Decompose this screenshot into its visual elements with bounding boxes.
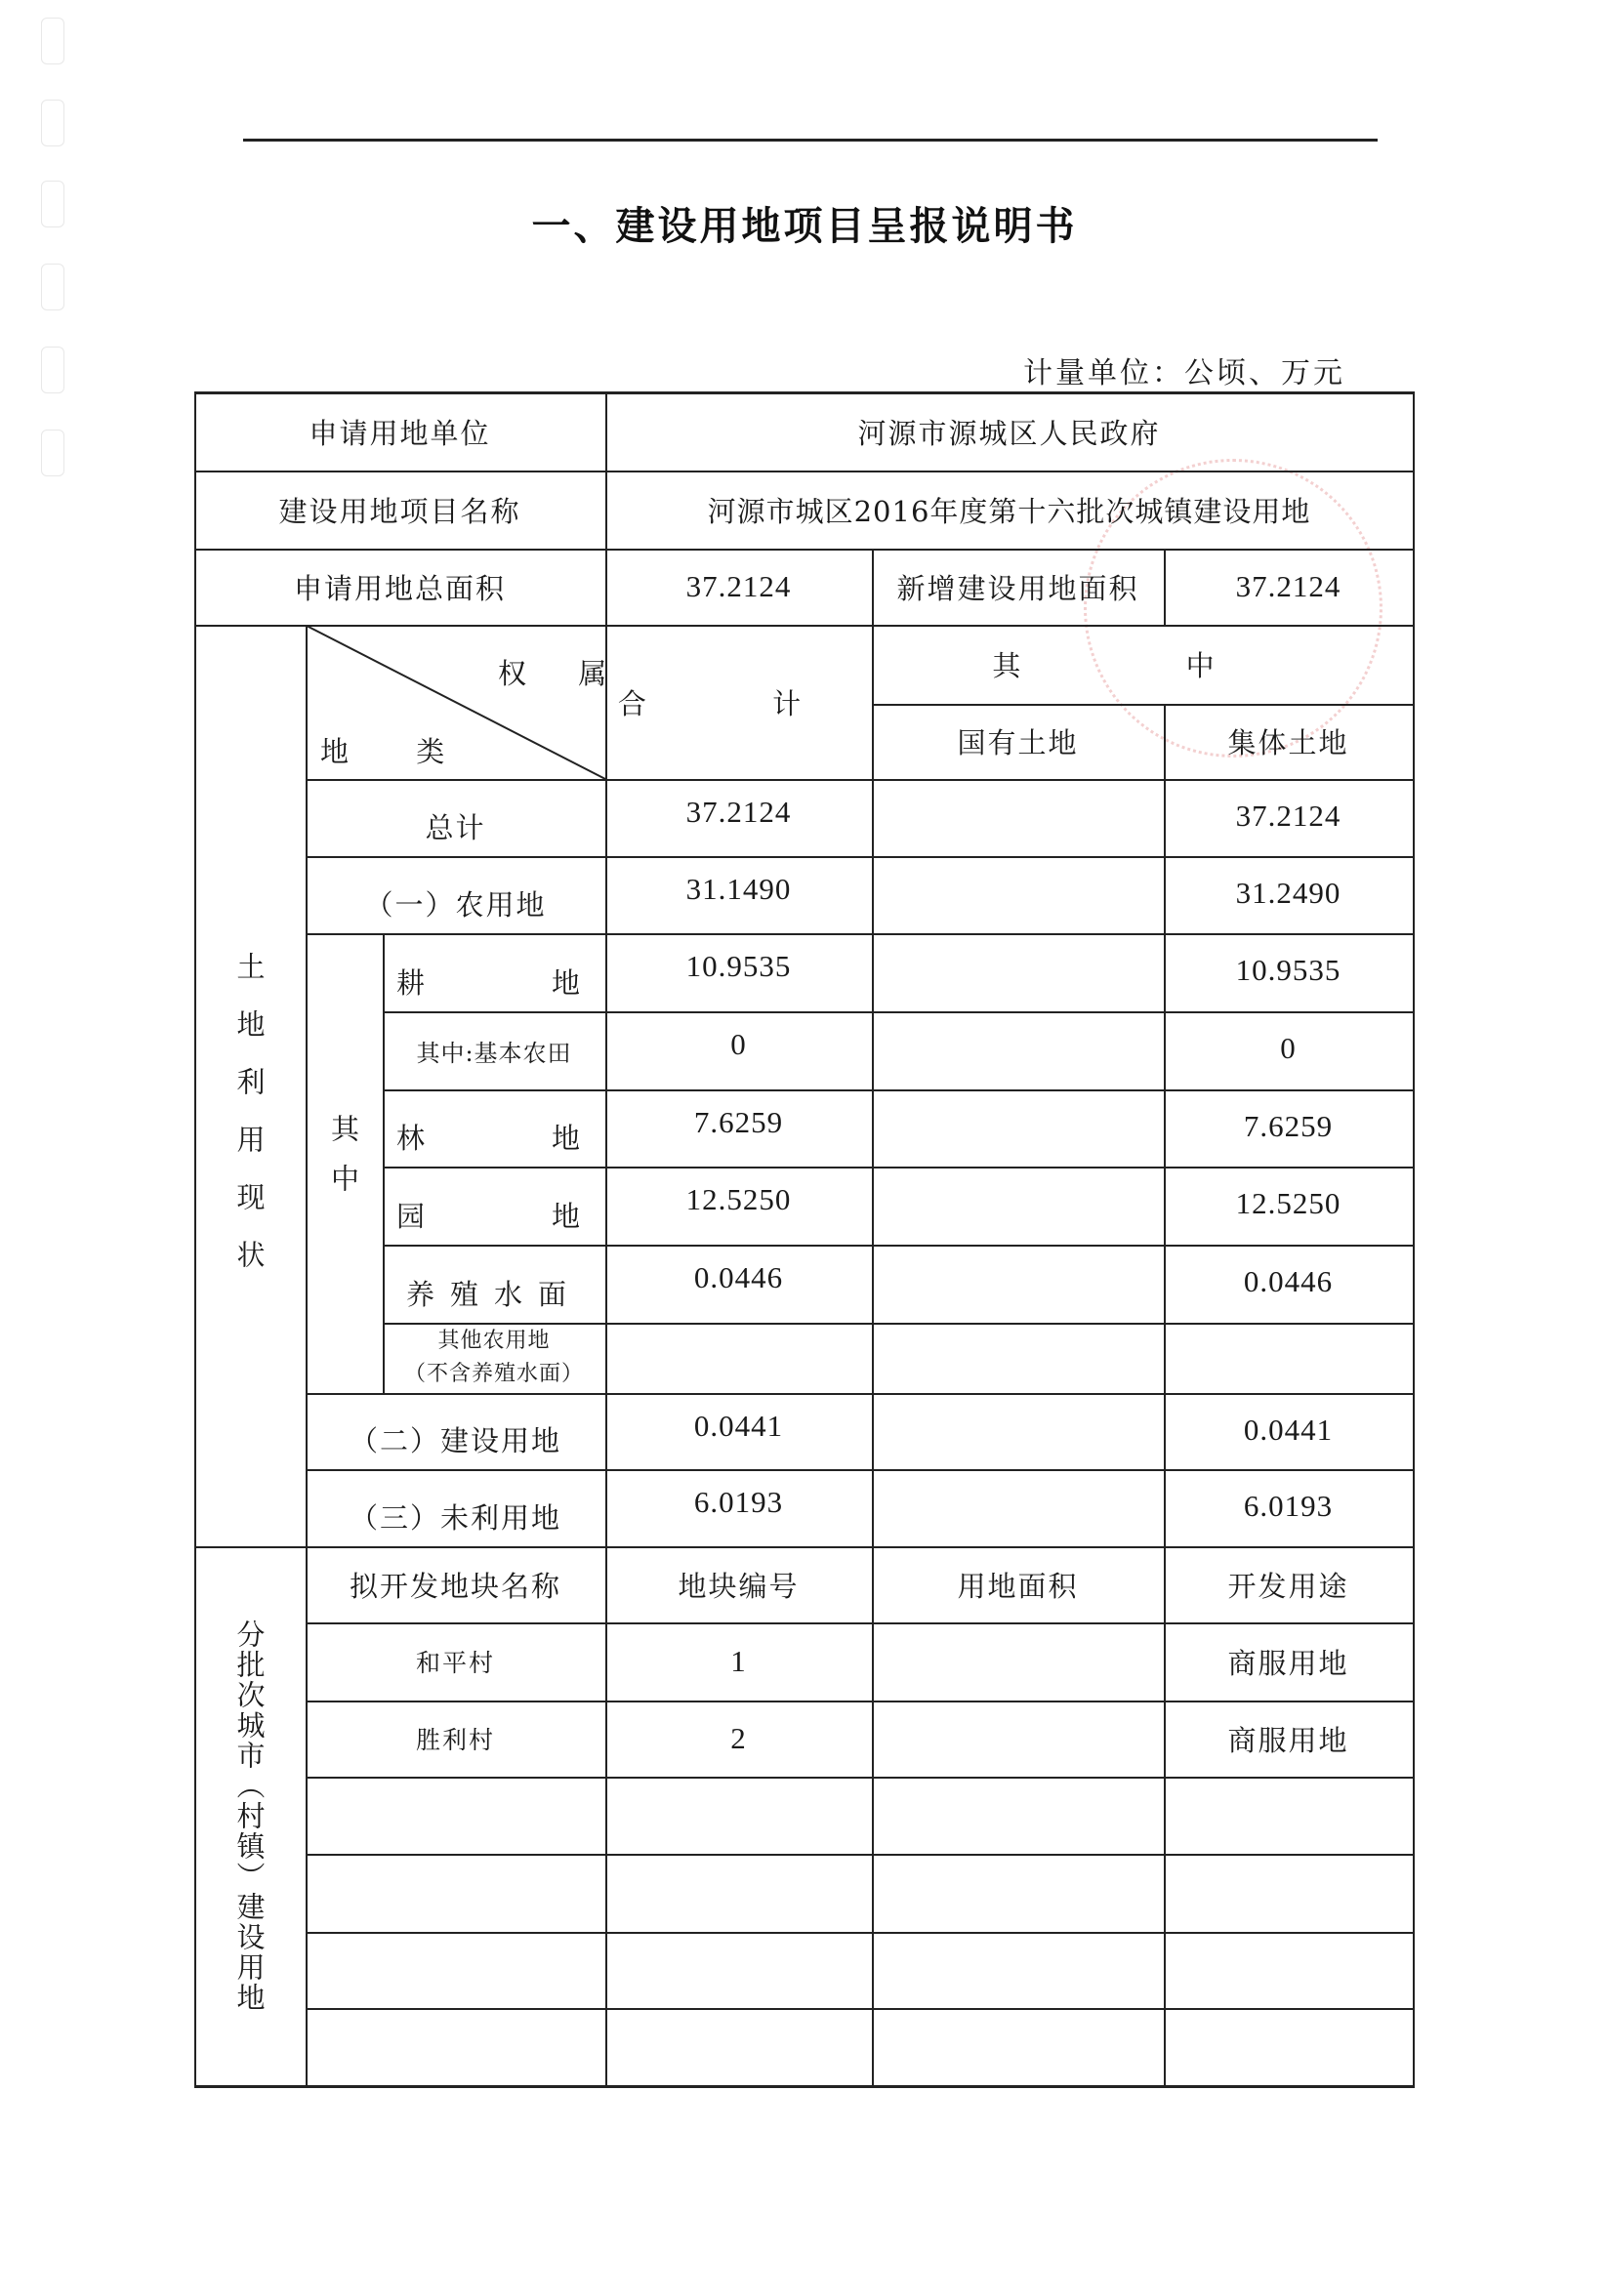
batch-col-header: 开发用途 (1227, 1569, 1349, 1603)
row-label-char: 园 (396, 1200, 428, 1233)
applicant-value: 河源市源城区人民政府 (857, 416, 1161, 450)
cell-collective: 0.0441 (1243, 1413, 1334, 1447)
row-label: （三）未利用地 (349, 1501, 561, 1535)
cell-plot-name: 胜利村 (415, 1726, 495, 1754)
cell-collective: 0.0446 (1243, 1264, 1334, 1298)
of-which-side-label: 其中 (327, 1114, 360, 1213)
col-header-state-owned: 国有土地 (957, 726, 1079, 759)
row-label: 总计 (425, 811, 486, 844)
cell-plot-name: 和平村 (415, 1649, 495, 1677)
cell-total: 0 (730, 1027, 747, 1061)
binding-hole-mark (41, 347, 64, 393)
new-area-value: 37.2124 (1235, 569, 1341, 603)
col-header-collective: 集体土地 (1227, 726, 1349, 759)
row-label (383, 933, 605, 1011)
cell-plot-number (605, 2008, 872, 2085)
new-area-label: 新增建设用地面积 (896, 571, 1139, 605)
cell-collective: 0 (1280, 1031, 1297, 1065)
row-label (383, 1323, 605, 1393)
row-label-line2: （不含养殖水面） (403, 1362, 584, 1386)
cell-state-owned (872, 1393, 1164, 1469)
binding-hole-mark (41, 100, 64, 146)
row-label-char: 地 (551, 1122, 582, 1155)
cell-collective: 37.2124 (1235, 799, 1341, 833)
cell-plot-number (605, 1854, 872, 1932)
cell-plot-area (872, 1932, 1164, 2008)
project-name-label: 建设用地项目名称 (278, 494, 521, 528)
cell-plot-number: 2 (730, 1721, 747, 1755)
cell-collective: 31.2490 (1235, 876, 1341, 910)
cell-state-owned (872, 1011, 1164, 1089)
cell-plot-use (1164, 1854, 1413, 1932)
cell-plot-area (872, 1777, 1164, 1854)
binding-hole-mark (41, 18, 64, 64)
col-header-total: 合 计 (617, 686, 860, 720)
cell-total: 12.5250 (685, 1182, 792, 1216)
row-label: （二）建设用地 (349, 1424, 561, 1457)
land-use-section-label: 土地利用现状 (232, 952, 267, 1297)
cell-plot-area (872, 1701, 1164, 1777)
document-title: 一、建设用地项目呈报说明书 (531, 204, 1078, 249)
row-label-char: 地 (551, 1200, 582, 1233)
cell-state-owned (872, 1245, 1164, 1323)
cell-plot-use (1164, 1932, 1413, 2008)
unit-note: 计量单位：公顷、万元 (1023, 356, 1345, 390)
table-border-bottom (194, 2085, 1415, 2088)
cell-total: 0.0441 (693, 1409, 784, 1443)
row-label (383, 1167, 605, 1245)
project-name-value: 河源市城区2016年度第十六批次城镇建设用地 (707, 494, 1311, 528)
row-label-char: 林 (396, 1122, 428, 1155)
cell-total: 7.6259 (693, 1105, 784, 1139)
cell-plot-number: 1 (730, 1644, 747, 1678)
row-label (383, 1089, 605, 1167)
cell-state-owned (872, 1089, 1164, 1167)
batch-col-header: 用地面积 (957, 1569, 1079, 1603)
diag-header-ownership: 权 属 (498, 657, 629, 690)
cell-total: 10.9535 (685, 949, 792, 983)
cell-state-owned (872, 856, 1164, 933)
cell-plot-name (306, 1932, 605, 2008)
cell-total (605, 1323, 872, 1393)
table-border-right (1413, 391, 1415, 2087)
row-label-char: 耕 (396, 966, 428, 1000)
total-area-value: 37.2124 (685, 569, 792, 603)
cell-plot-number (605, 1932, 872, 2008)
cell-state-owned (872, 1323, 1164, 1393)
cell-plot-area (872, 2008, 1164, 2085)
cell-state-owned (872, 779, 1164, 856)
cell-total: 31.1490 (685, 872, 792, 906)
cell-plot-use: 商服用地 (1227, 1723, 1349, 1757)
cell-collective: 10.9535 (1235, 953, 1341, 987)
cell-plot-use (1164, 1777, 1413, 1854)
row-label-char: 地 (551, 966, 582, 1000)
cell-collective: 7.6259 (1243, 1109, 1334, 1143)
batch-col-header: 拟开发地块名称 (349, 1569, 561, 1603)
row-label-line1: 其他农用地 (437, 1329, 551, 1353)
row-label: 养殖水面 (405, 1278, 582, 1311)
batch-section-label: 分批次城市（村镇）建设用地 (232, 1620, 267, 2013)
cell-state-owned (872, 1469, 1164, 1546)
cell-collective (1164, 1323, 1413, 1393)
total-area-label: 申请用地总面积 (293, 571, 506, 605)
cell-plot-area (872, 1622, 1164, 1701)
row-label: 其中:基本农田 (416, 1039, 572, 1067)
cell-plot-name (306, 1854, 605, 1932)
applicant-label: 申请用地单位 (309, 416, 491, 450)
cell-total: 6.0193 (693, 1485, 784, 1519)
cell-total: 37.2124 (685, 795, 792, 829)
cell-collective: 12.5250 (1235, 1186, 1341, 1220)
cell-plot-name (306, 1777, 605, 1854)
row-label: （一）农用地 (364, 888, 547, 922)
diag-header-land-type: 地 类 (320, 735, 474, 768)
cell-state-owned (872, 1167, 1164, 1245)
cell-collective: 6.0193 (1243, 1489, 1334, 1523)
binding-hole-mark (41, 430, 64, 476)
cell-plot-use: 商服用地 (1227, 1646, 1349, 1680)
cell-plot-use (1164, 2008, 1413, 2085)
cell-total: 0.0446 (693, 1260, 784, 1294)
cell-plot-area (872, 1854, 1164, 1932)
cell-state-owned (872, 933, 1164, 1011)
binding-hole-mark (41, 264, 64, 310)
col-header-of-which: 其 中 (992, 649, 1293, 682)
cell-plot-name (306, 2008, 605, 2085)
batch-col-header: 地块编号 (678, 1569, 800, 1603)
cell-plot-number (605, 1777, 872, 1854)
header-rule (243, 139, 1378, 142)
